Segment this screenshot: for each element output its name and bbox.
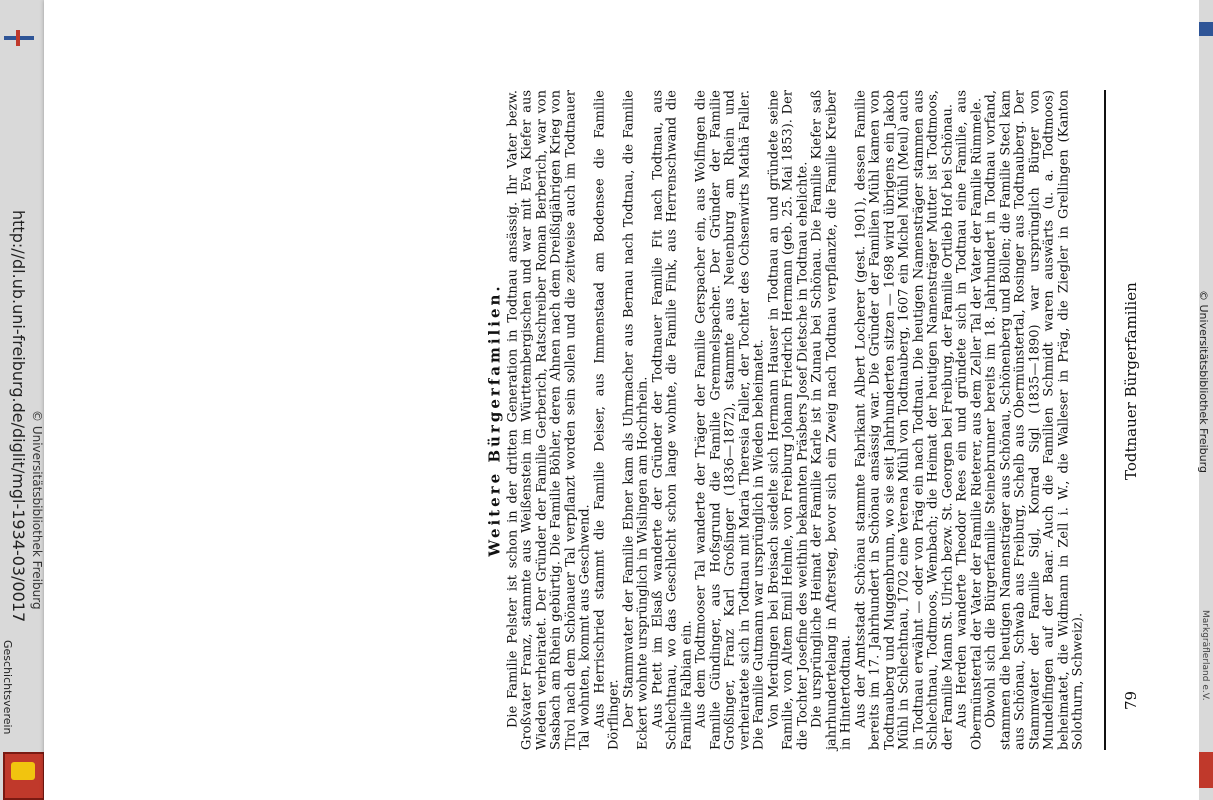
library-copyright: © Universitätsbibliothek Freiburg (30, 410, 44, 610)
running-head: Todtnauer Bürgerfamilien (1122, 282, 1140, 480)
paragraph: Aus Herrischried stammt die Familie Deiser, aus Immenstaad am Bodensee die Familie Dörflinger. (592, 90, 622, 750)
paragraph: Obwohl sich die Bürgerfamilie Steinebrunner bereits im 18. Jahrhundert in Todtnau vorfand, stammen die heutigen Namensträger aus Schönau, Schönenberg und Böllen; die Familie Stecl kam aus Schönau, Schwab aus Freiburg, Schelb aus Obermünstertal, Rosinger aus Todtnauberg. Der Stammvater der Familie Sigl, Konrad Sigl (1835—1890) war ursprünglich Bürger von Mundelfingen auf der Baar. Auch die Familien Schmidt waren auswärts (u. a. Todtmoos) beheimatet, die Widmann in Zell i. W., die Walleser in Präg, die Ziegler in Grellingen (Kanton Solothurn, Schweiz). (983, 90, 1086, 750)
page-number: 79 (1122, 690, 1140, 710)
header-rule (1104, 90, 1106, 750)
paragraph: Aus der Amtsstadt Schönau stammte Fabrikant Albert Locherer (gest. 1901), dessen Familie bereits im 17. Jahrhundert in Schönau ansässig war. Die Gründer der Familien Mühl kamen von Todtnauberg und Muggenbrunn, wo sie seit Jahrhunderten sitzen — 1698 wird übrigens ein Jakob Mühl in Schlechtnau, 1702 eine Verena Mühl von Todtnauberg, 1607 ein Michel Mühl (Meul) auch in Todtnau erwähnt — oder von Präg ein nach Todtnau. Die heutigen Namensträger stammen aus Schlechtnau, Todtmoos, Wembach; die Heimat der heutigen Namensträger Mutter ist Todtmoos, der Familie Mann St. Ulrich bezw. St. Georgen bei Freiburg, der Familie Ortlieb Hof bei Schönau. (853, 90, 955, 750)
paragraph: Aus Ptett im Elsaß wanderte der Gründer der Todtnauer Familie Fit nach Todtnau, aus Schlechtnau, wo das Geschlecht schon lange wohnte, die Familie Fink, aus Herrenschwand die Familie Falbian ein. (650, 90, 694, 750)
paragraph: Aus dem Todtmooser Tal wanderte der Träger der Familie Gerspacher ein, aus Wolfingen die Familie Gündinger, aus Hofsgrund die Familie Gremmelspacher. Der Gründer der Familie Großinger, Franz Karl Großinger (1836—1872), stammte aus Neuenburg am Rhein und verheiratete sich in Todtnau mit Maria Theresia Faller, der Tochter des Ochsenwirts Mathä Faller. Die Familie Gutmann war ursprünglich in Wieden beheimatet. (693, 90, 767, 750)
society-crest-icon (3, 752, 45, 800)
page-url[interactable]: http://dl.ub.uni-freiburg.de/diglit/mgl-1934-03/0017 (9, 210, 28, 623)
ub-logo-icon (1199, 22, 1213, 36)
paragraph: Die Familie Pelster ist schon in der dritten Generation in Todtnau ansässig. Ihr Vater bezw. Großvater Franz, stammte aus Weißenstein im Württembergischen und war mit Eva Kiefer aus Wieden verheiratet. Der Gründer der Familie Gerberich, Ratschreiber Roman Berberich, war von Sasbach am Rhein gebürtig. Die Familie Böhler, deren Ahnen nach dem Dreißigjährigen Krieg von Tirol nach dem Schönauer Tal verpflanzt worden sein sollen und die zeitweise auch im Todtnauer Tal wohnten, kommt aus Geschwend. (505, 90, 593, 750)
left-sidebar (0, 0, 44, 800)
paragraph: Von Merdingen bei Breisach siedelte sich Hermann Hauser in Todtnau an und gründete seine Familie, von Altem Emil Helmle, von Freiburg Johann Friedrich Hermann (geb. 25. Mai 1853). Der die Tochter Josefine des weithin bekannten Präsbers Josef Dietsche in Todtnau ehelichte. (766, 90, 810, 750)
society-name-right: Markgräflerland e.V. (1200, 610, 1210, 701)
body-text (485, 90, 1089, 750)
paragraph: Der Stammvater der Familie Ebner kam als Uhrmacher aus Bernau nach Todtnau, die Familie Eckert wohnte ursprünglich in Wislingen am Hochrhein. (621, 90, 651, 750)
society-name: Geschichtsverein (1, 640, 14, 735)
paragraph: Die ursprüngliche Heimat der Familie Karle ist in Zunau bei Schönau. Die Familie Kiefer saß jahrhundertelang in Aftersteg, bevor sich ein Zweig nach Todtnau verpflanzte, die Familie Kreiber in Hintertodtnau. (809, 90, 854, 750)
section-title: Weitere Bürgerfamilien. (485, 283, 504, 557)
ub-logo-icon (4, 30, 34, 46)
society-crest-icon (1199, 752, 1213, 788)
paragraph: Aus Herden wanderte Theodor Rees ein und gründete sich in Todtnau eine Familie, aus Obermünstertal der Vater der Familie Rieterer, aus dem Zeller Tal der Vater der Familie Rümmele. (954, 90, 984, 750)
library-copyright-right: © Universitätsbibliothek Freiburg (1197, 290, 1210, 473)
document-page (44, 0, 1199, 800)
